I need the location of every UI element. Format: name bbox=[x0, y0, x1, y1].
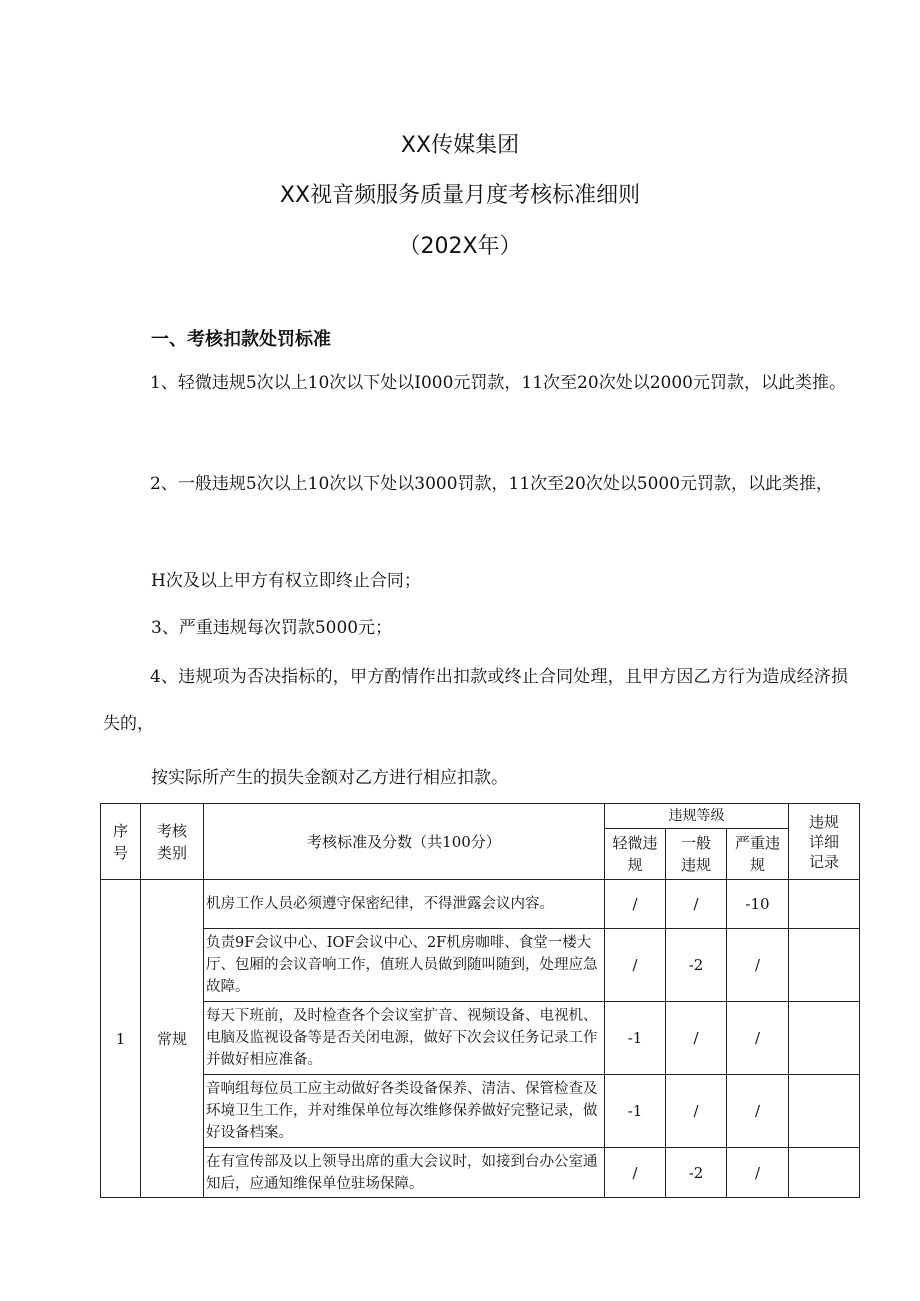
paragraph-5: 4、违规项为否决指标的，甲方酌情作出扣款或终止合同处理，且甲方因乙方行为造成经济损失的， bbox=[103, 667, 848, 734]
paragraph-4: 3、严重违规每次罚款5000元； bbox=[151, 618, 393, 638]
row-serious: / bbox=[727, 929, 789, 1002]
paragraph-1: 1、轻微违规5次以上10次以下处以I000元罚款，11次至20次处以2000元罚款，以此类推。 bbox=[150, 373, 846, 393]
row-record bbox=[789, 929, 860, 1002]
row-general: / bbox=[666, 1002, 727, 1075]
row-standard: 负责9F会议中心、IOF会议中心、2F机房咖啡、食堂一楼大厅、包厢的会议音响工作，值班人员做到随叫随到，处理应急故障。 bbox=[204, 929, 605, 1002]
row-record bbox=[789, 1075, 860, 1148]
header-category: 考核类别 bbox=[141, 804, 204, 880]
document-year: （202X年） bbox=[398, 234, 522, 259]
header-standard: 考核标准及分数（共100分） bbox=[204, 804, 605, 880]
table-row bbox=[101, 880, 860, 929]
row-general: -2 bbox=[666, 929, 727, 1002]
table-row bbox=[101, 1002, 860, 1075]
row-minor: -1 bbox=[605, 1002, 666, 1075]
header-seq: 序号 bbox=[101, 804, 141, 880]
document-title: XX视音频服务质量月度考核标准细则 bbox=[279, 183, 641, 208]
row-standard: 每天下班前，及时检查各个会议室扩音、视频设备、电视机、电脑及监视设备等是否关闭电源，做好下次会议任务记录工作并做好相应准备。 bbox=[204, 1002, 605, 1075]
row-standard: 在有宣传部及以上领导出席的重大会议时，如接到台办公室通知后，应通知维保单位驻场保障。 bbox=[204, 1148, 605, 1198]
table-row bbox=[101, 929, 860, 1002]
row-serious: / bbox=[727, 1148, 789, 1198]
header-general: 一般违规 bbox=[666, 829, 727, 880]
row-minor: -1 bbox=[605, 1075, 666, 1148]
table-row bbox=[101, 1075, 860, 1148]
row-record bbox=[789, 1148, 860, 1198]
row-record bbox=[789, 1002, 860, 1075]
section-heading: 一、考核扣款处罚标准 bbox=[151, 329, 331, 350]
row-standard: 音响组每位员工应主动做好各类设备保养、清洁、保管检查及环境卫生工作，并对维保单位每次维修保养做好完整记录，做好设备档案。 bbox=[204, 1075, 605, 1148]
header-record: 违规详细记录 bbox=[789, 804, 860, 880]
row-minor: / bbox=[605, 880, 666, 929]
row-minor: / bbox=[605, 929, 666, 1002]
header-level-group: 违规等级 bbox=[605, 804, 789, 829]
table-row bbox=[101, 1148, 860, 1198]
row-serious: -10 bbox=[727, 880, 789, 929]
group-category: 常规 bbox=[141, 880, 204, 1198]
header-serious: 严重违规 bbox=[727, 829, 789, 880]
row-general: -2 bbox=[666, 1148, 727, 1198]
assessment-table bbox=[100, 803, 860, 1198]
row-standard: 机房工作人员必须遵守保密纪律，不得泄露会议内容。 bbox=[204, 880, 605, 929]
paragraph-2: 2、一般违规5次以上10次以下处以3000罚款，11次至20次处以5000元罚款，以此类推， bbox=[150, 474, 834, 494]
paragraph-3: H次及以上甲方有权立即终止合同； bbox=[151, 571, 421, 591]
row-minor: / bbox=[605, 1148, 666, 1198]
header-minor: 轻微违规 bbox=[605, 829, 666, 880]
row-general: / bbox=[666, 1075, 727, 1148]
paragraph-6: 按实际所产生的损失金额对乙方进行相应扣款。 bbox=[151, 768, 508, 788]
row-general: / bbox=[666, 880, 727, 929]
group-seq: 1 bbox=[101, 880, 141, 1198]
row-record bbox=[789, 880, 860, 929]
row-serious: / bbox=[727, 1075, 789, 1148]
row-serious: / bbox=[727, 1002, 789, 1075]
group-title: XX传媒集团 bbox=[400, 133, 520, 158]
